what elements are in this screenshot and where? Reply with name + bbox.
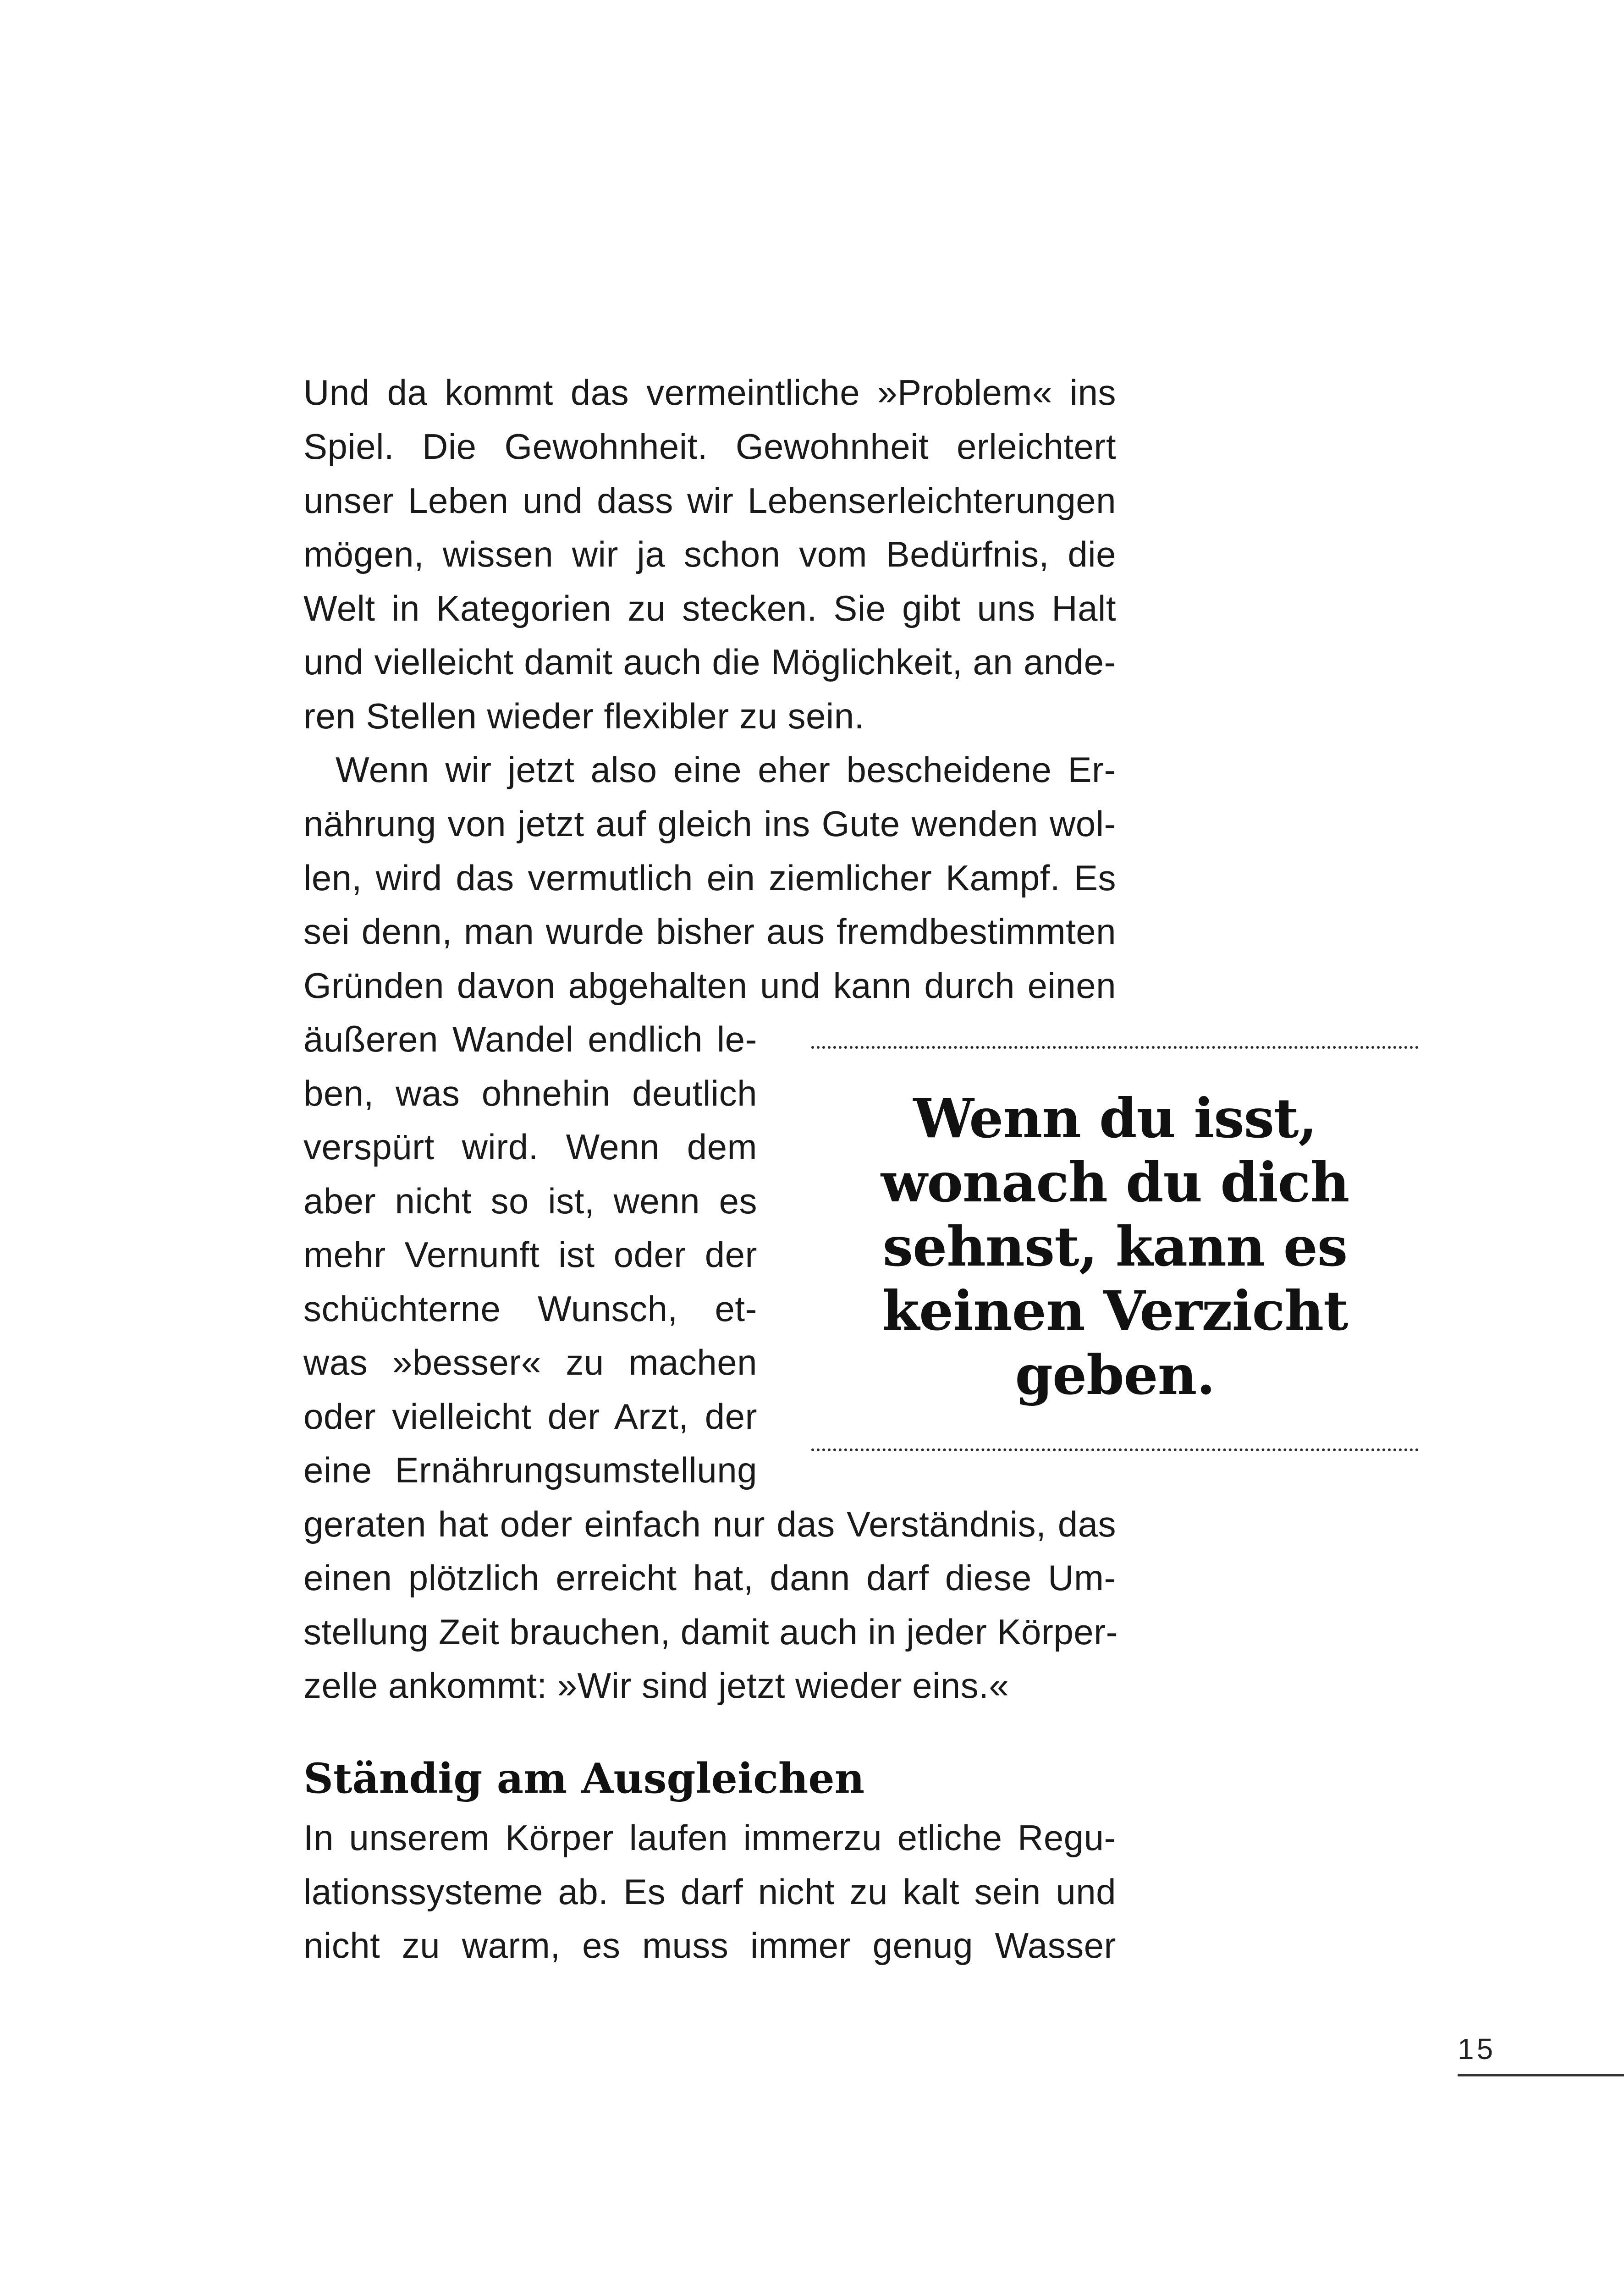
body-text-line: stellung Zeit brauchen, damit auch in jeder Körper-: [303, 1612, 1118, 1652]
body-text-line: und vielleicht damit auch die Möglichkeit, an ande-: [303, 642, 1116, 682]
body-text-line: Spiel. Die Gewohnheit. Gewohnheit erleichtert: [303, 426, 1116, 467]
body-text-line: äußeren Wandel endlich le-: [303, 1019, 757, 1059]
body-text-line: zelle ankommt: »Wir sind jetzt wieder eins.«: [303, 1665, 1009, 1706]
body-text-line: aber nicht so ist, wenn es: [303, 1181, 757, 1221]
body-text-line: ren Stellen wieder flexibler zu sein.: [303, 696, 864, 736]
body-text-line: Und da kommt das vermeintliche »Problem« ins: [303, 372, 1116, 413]
pull-quote-line: wonach du dich: [881, 1151, 1349, 1214]
pull-quote-line: Wenn du isst,: [913, 1086, 1317, 1150]
body-text-line: In unserem Körper laufen immerzu etliche Regu-: [303, 1817, 1116, 1858]
body-text-line: nährung von jetzt auf gleich ins Gute wenden wol-: [303, 804, 1116, 844]
body-text-line: mögen, wissen wir ja schon vom Bedürfnis, die: [303, 534, 1116, 574]
body-text-line: nicht zu warm, es muss immer genug Wasser: [303, 1925, 1116, 1966]
page-number: 15: [1458, 2032, 1496, 2065]
body-text-line: ben, was ohnehin deutlich: [303, 1073, 757, 1113]
pull-quote-line: geben.: [1015, 1343, 1215, 1407]
body-text-line: schüchterne Wunsch, et-: [303, 1288, 757, 1329]
body-text-line: unser Leben und dass wir Lebenserleichterungen: [303, 480, 1116, 521]
body-text-line: was »besser« zu machen: [303, 1342, 757, 1382]
pull-quote-line: sehnst, kann es: [882, 1215, 1348, 1278]
body-text-line: mehr Vernunft ist oder der: [303, 1234, 757, 1275]
pull-quote-line: keinen Verzicht: [882, 1279, 1348, 1343]
body-text-line: geraten hat oder einfach nur das Verständnis, das: [303, 1504, 1116, 1544]
pull-quote-top-rule: [811, 1046, 1419, 1049]
pull-quote-bottom-rule: [811, 1448, 1419, 1451]
body-text-line: Gründen davon abgehalten und kann durch einen: [303, 965, 1116, 1006]
body-text-line: sei denn, man wurde bisher aus fremdbestimmten: [303, 911, 1116, 952]
body-text-line: len, wird das vermutlich ein ziemlicher Kampf. Es: [303, 858, 1116, 898]
body-text-line: lationssysteme ab. Es darf nicht zu kalt sein und: [303, 1872, 1116, 1912]
body-text-line: einen plötzlich erreicht hat, dann darf diese Um-: [303, 1558, 1116, 1598]
body-text-line: oder vielleicht der Arzt, der: [303, 1396, 757, 1437]
page-number-rule: [1458, 2074, 1624, 2076]
body-text-line: Welt in Kategorien zu stecken. Sie gibt uns Halt: [303, 588, 1116, 628]
section-heading: Ständig am Ausgleichen: [303, 1754, 865, 1803]
body-text-line: verspürt wird. Wenn dem: [303, 1127, 757, 1167]
body-text-line: eine Ernährungsumstellung: [303, 1450, 757, 1490]
body-text-line: Wenn wir jetzt also eine eher bescheidene Er-: [336, 749, 1116, 790]
